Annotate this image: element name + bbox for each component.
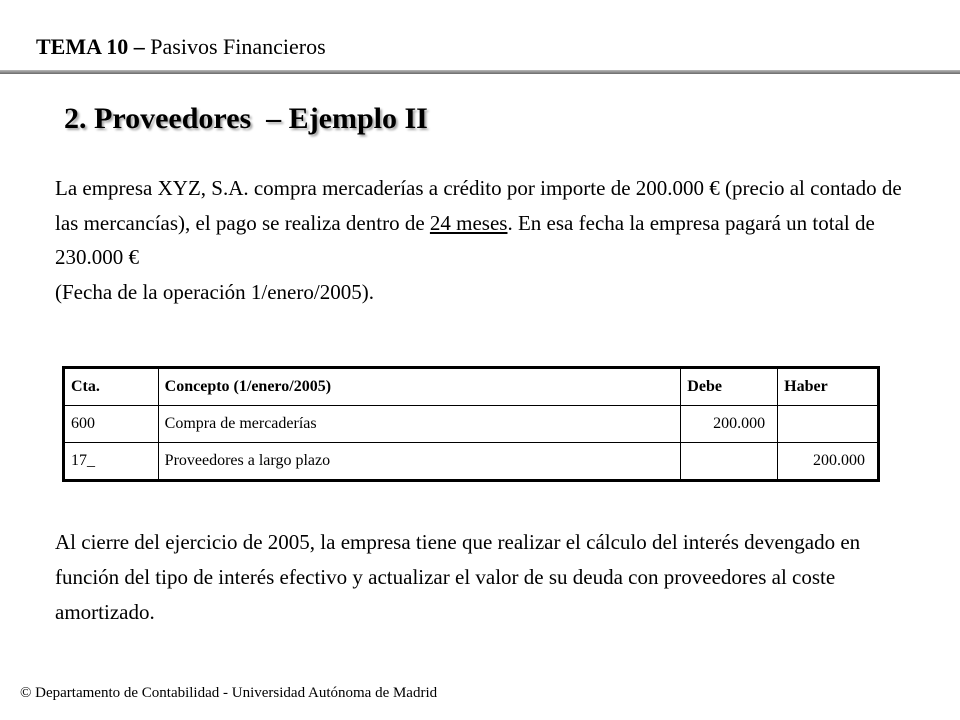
header-separator: – bbox=[128, 34, 151, 59]
footer-copyright: © Departamento de Contabilidad - Universidad Autónoma de Madrid bbox=[20, 685, 438, 701]
table-row bbox=[64, 443, 879, 481]
cell-concepto: Proveedores a largo plazo bbox=[158, 443, 681, 481]
cell-cta: 17_ bbox=[64, 443, 159, 481]
header-concepto: Concepto (1/enero/2005) bbox=[158, 368, 681, 406]
cell-debe: 200.000 bbox=[681, 406, 778, 443]
cell-haber bbox=[778, 406, 879, 443]
cell-cta: 600 bbox=[64, 406, 159, 443]
cell-concepto: Compra de mercaderías bbox=[158, 406, 681, 443]
header-divider bbox=[0, 70, 960, 74]
intro-text-a: La empresa XYZ, S.A. compra mercaderías a crédito por importe de 200.000 € (precio al contado de las mercancías), el pago se realiza dentro de bbox=[55, 176, 902, 235]
cell-debe bbox=[681, 443, 778, 481]
header-subtitle: Pasivos Financieros bbox=[150, 34, 326, 59]
header-cta: Cta. bbox=[64, 368, 159, 406]
closing-paragraph: Al cierre del ejercicio de 2005, la empresa tiene que realizar el cálculo del interés devengado en función del tipo de interés efectivo y actualizar el valor de su deuda con proveedores al coste amortizado. bbox=[55, 530, 861, 624]
header-debe: Debe bbox=[681, 368, 778, 406]
cell-haber: 200.000 bbox=[778, 443, 879, 481]
table-header-row bbox=[64, 368, 879, 406]
slide-title: 2. Proveedores – Ejemplo II bbox=[64, 102, 428, 135]
operation-date: (Fecha de la operación 1/enero/2005). bbox=[55, 279, 374, 304]
intro-text-b: . En esa fecha la empresa pagará un total de 230.000 € bbox=[55, 210, 875, 269]
journal-entry-table bbox=[62, 366, 880, 482]
header-topic: TEMA 10 bbox=[36, 34, 129, 59]
header-haber: Haber bbox=[778, 368, 879, 406]
table-row bbox=[64, 406, 879, 443]
term-underlined: 24 meses bbox=[429, 210, 508, 235]
slide-header bbox=[36, 34, 326, 60]
intro-paragraph bbox=[55, 171, 925, 309]
